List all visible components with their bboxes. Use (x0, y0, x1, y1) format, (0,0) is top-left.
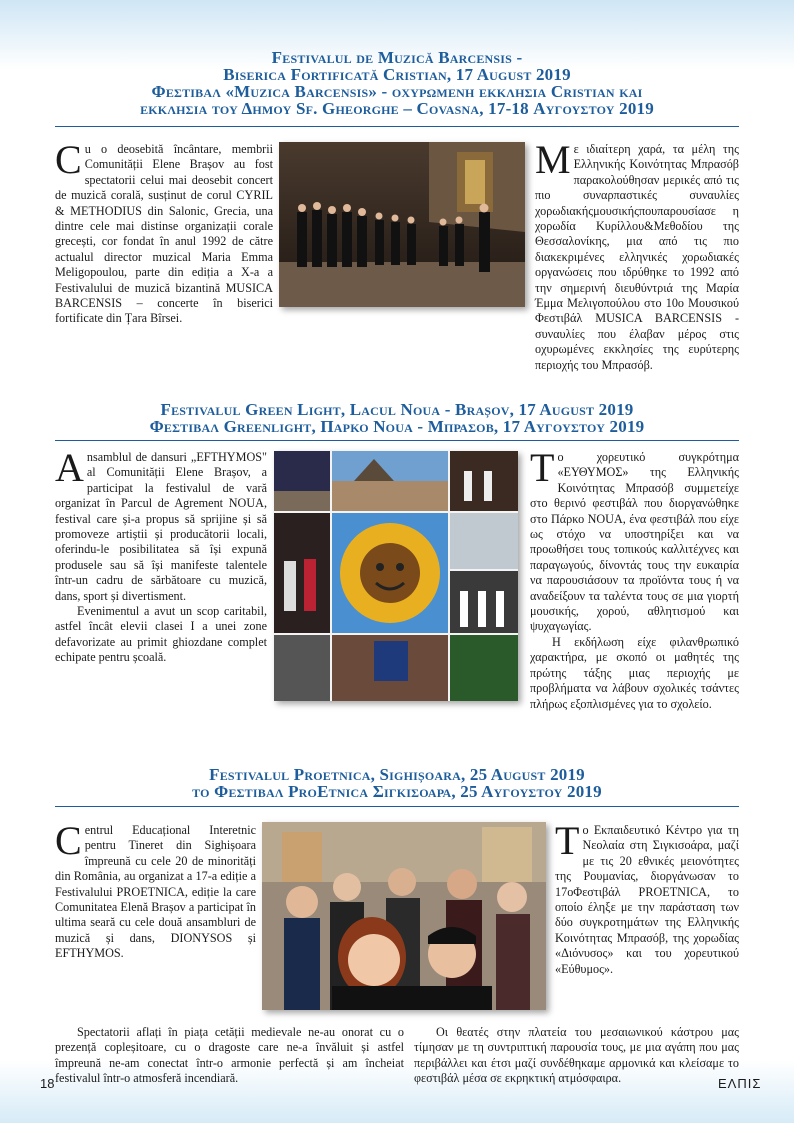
paragraph: ο χορευτικό συγκρότημα «ΕΥΘΥΜΟΣ» της Ελληνικής Κοινότητας Μπρασόβ συμμετείχε στο θερινό φεστιβάλ που διοργανώθηκε στο Πάρκο NOUA, ένα φεστιβάλ που είχε ως στόχο να υποστηρίξει και να προωθήσει τους τοπικούς καλλιτέχνες και παραγωγούς, δίνοντάς τους την ευκαιρία να παρουσιάσουν τα προϊόντα τους ή να αναδείξουν τα ταλέντα τους σε μια γιορτή μουσικής, χορού, αθλητισμού και ψυχαγωγίας. (530, 450, 739, 634)
section-3-romanian-text (55, 818, 256, 962)
paragraph: ε ιδιαίτερη χαρά, τα μέλη της Ελληνικής Κοινότητας Μπρασόβ παρακολούθησαν μερικές από τις πιο συναρπαστικές συναυλίες χορωδιακήςμουσικήςπουπαρουσίασε η χορωδία Κυρίλλου&Μεθοδίου της Θεσσαλονίκης, μια από τις πιο διακεκριμένες ελληνικές χορωδιακές οργανώσεις που ιδρύθηκε το 1992 από την σημερινή διευθύντριά της Μαρία Έμμα Μελιγοπούλου στο 10ο Μουσικού Φεστιβάλ MUSICA BARCENSIS - συναυλίες που έλαβαν μέρος στις οχυρωμένες εκκλησίες της ευρύτερης περιοχής του Μπρασόβ. (535, 142, 739, 372)
section-2-title (40, 401, 754, 435)
section-3-greek-text (555, 818, 739, 977)
paragraph: Evenimentul a avut un scop caritabil, astfel încât elevii clasei I a unei zone defavorizate au primit ghiozdane complet echipate pentru școală. (55, 604, 267, 665)
paragraph: Spectatorii aflați în piața cetății medievale ne-au onorat cu o prezență copleșitoare, cu o dragoste care ne-a învăluit și astfel împreună ne-am conectat într-o armonie perfectă și am încheiat festivalul într-o atmosferă incendiară. (55, 1025, 404, 1086)
title-line: Festivalul Green Light, Lacul Noua - Brașov, 17 August 2019 (160, 400, 634, 419)
paragraph: entrul Educațional Interetnic pentru Tineret din Sighișoara împreună cu cele 20 de minorități din România, au organizat a 17-a ediție a Festivalului PROETNICA, ediție la care Comunitatea Elenă Brașov a participat în ultima seară cu cele două ansambluri de muzică și dans, DIONYSOS și EFTHYMOS. (55, 823, 256, 961)
section-1-greek-text (535, 137, 739, 373)
section-3-romanian-text-continued (55, 1025, 404, 1087)
drop-cap: C (55, 818, 82, 863)
section-3-title (40, 766, 754, 800)
magazine-name: ΕΛΠΙΣ (718, 1076, 762, 1091)
section-divider (55, 806, 739, 807)
church-interior-image (279, 142, 525, 307)
section-divider (55, 440, 739, 441)
choir-concert-photo (279, 142, 525, 307)
drop-cap: Τ (555, 818, 580, 863)
group-selfie-image (262, 822, 546, 1010)
paragraph: ο Εκπαιδευτικό Κέντρο για τη Νεολαία στη Σιγκισοάρα, μαζί με τις 20 εθνικές μειονότητες της Ρουμανίας, διοργάνωσαν το 17οΦεστιβάλ PROETNICA, το οποίο έληξε με την παράσταση των δύο συγκροτημάτων της Ελληνικής Κοινότητας Μπρασόβ, της χορωδίας «Διόνυσος» και του χορευτικού «Εύθυμος». (555, 823, 739, 976)
paragraph: u o deosebită încântare, membrii Comunității Elene Brașov au fost spectatorii celui mai deosebit concert de muzică corală, susținut de corul CYRIL & METHODIUS din Salonic, Grecia, una dintre cele mai distinse organizații corale grecești, cor fondat în anul 1992 de către actualul director muzical Maria Emma Meligopoulou, parte din ediția a X-a a Festivalului de muzică bizantină MUSICA BARCENSIS – concerte în biserici fortificate din Țara Bîrsei. (55, 142, 273, 326)
title-line: εκκλησια του Δημου Sf. Gheorghe – Covasna, 17-18 Αυγουστου 2019 (140, 99, 654, 118)
section-divider (55, 126, 739, 127)
title-line: Φεστιβαλ «Muzica Barcensis» - οχυρωμενη εκκλησια Cristian και (151, 82, 643, 101)
collage-image (274, 451, 518, 701)
title-line: το Φεστιβαλ ProEtnica Σιγκισοαρα, 25 Αυγουστου 2019 (192, 782, 602, 801)
section-2-romanian-text (55, 445, 267, 666)
paragraph: nsamblul de dansuri „EFTHYMOS" al Comunității Elene Brașov, a participat la festivalul de vară organizat în Parcul de Agrement NOUA, festival care și-a propus să sprijine și să promoveze artiștii și producătorii locali, oferindu-le posibilitatea să își expună produsele sau să își manifeste talentele într-un cadru de sărbătoare cu muzică, dans, sport și divertisment. (55, 450, 267, 603)
drop-cap: C (55, 137, 82, 182)
festival-photo-collage (274, 451, 518, 701)
proetnica-group-selfie-photo (262, 822, 546, 1010)
page-number: 18 (40, 1076, 55, 1091)
section-2-greek-text (530, 445, 739, 712)
title-line: Φεστιβαλ Greenlight, Παρκο Noua - Μπρασοβ, 17 Αυγουστου 2019 (149, 417, 645, 436)
drop-cap: Τ (530, 445, 555, 490)
paragraph: Οι θεατές στην πλατεία του μεσαιωνικού κάστρου μας τίμησαν με τη συντριπτική παρουσία τους, με μια αγάπη που μας περιβάλλει και έτσι μαζί συνδέθηκαμε αρμονικά και κλείσαμε το φεστιβάλ μέσα σε εκρηκτική ατμόσφαιρα. (414, 1025, 739, 1086)
title-line: Biserica Fortificată Cristian, 17 August 2019 (223, 65, 571, 84)
title-line: Festivalul Proetnica, Sighișoara, 25 August 2019 (209, 765, 585, 784)
title-line: Festivalul de Muzică Barcensis - (271, 48, 523, 67)
paragraph: Η εκδήλωση είχε φιλανθρωπικό χαρακτήρα, με σκοπό οι μαθητές της πρώτης τάξης μιας περιοχής με προβλήματα να λάβουν σχολικές τσάντες πλήρως εξοπλισμένες για το σχολείο. (530, 634, 739, 711)
section-1-romanian-text (55, 137, 273, 327)
section-1-title (40, 49, 754, 117)
drop-cap: A (55, 445, 84, 490)
section-3-greek-text-continued (414, 1025, 739, 1087)
drop-cap: Μ (535, 137, 571, 182)
